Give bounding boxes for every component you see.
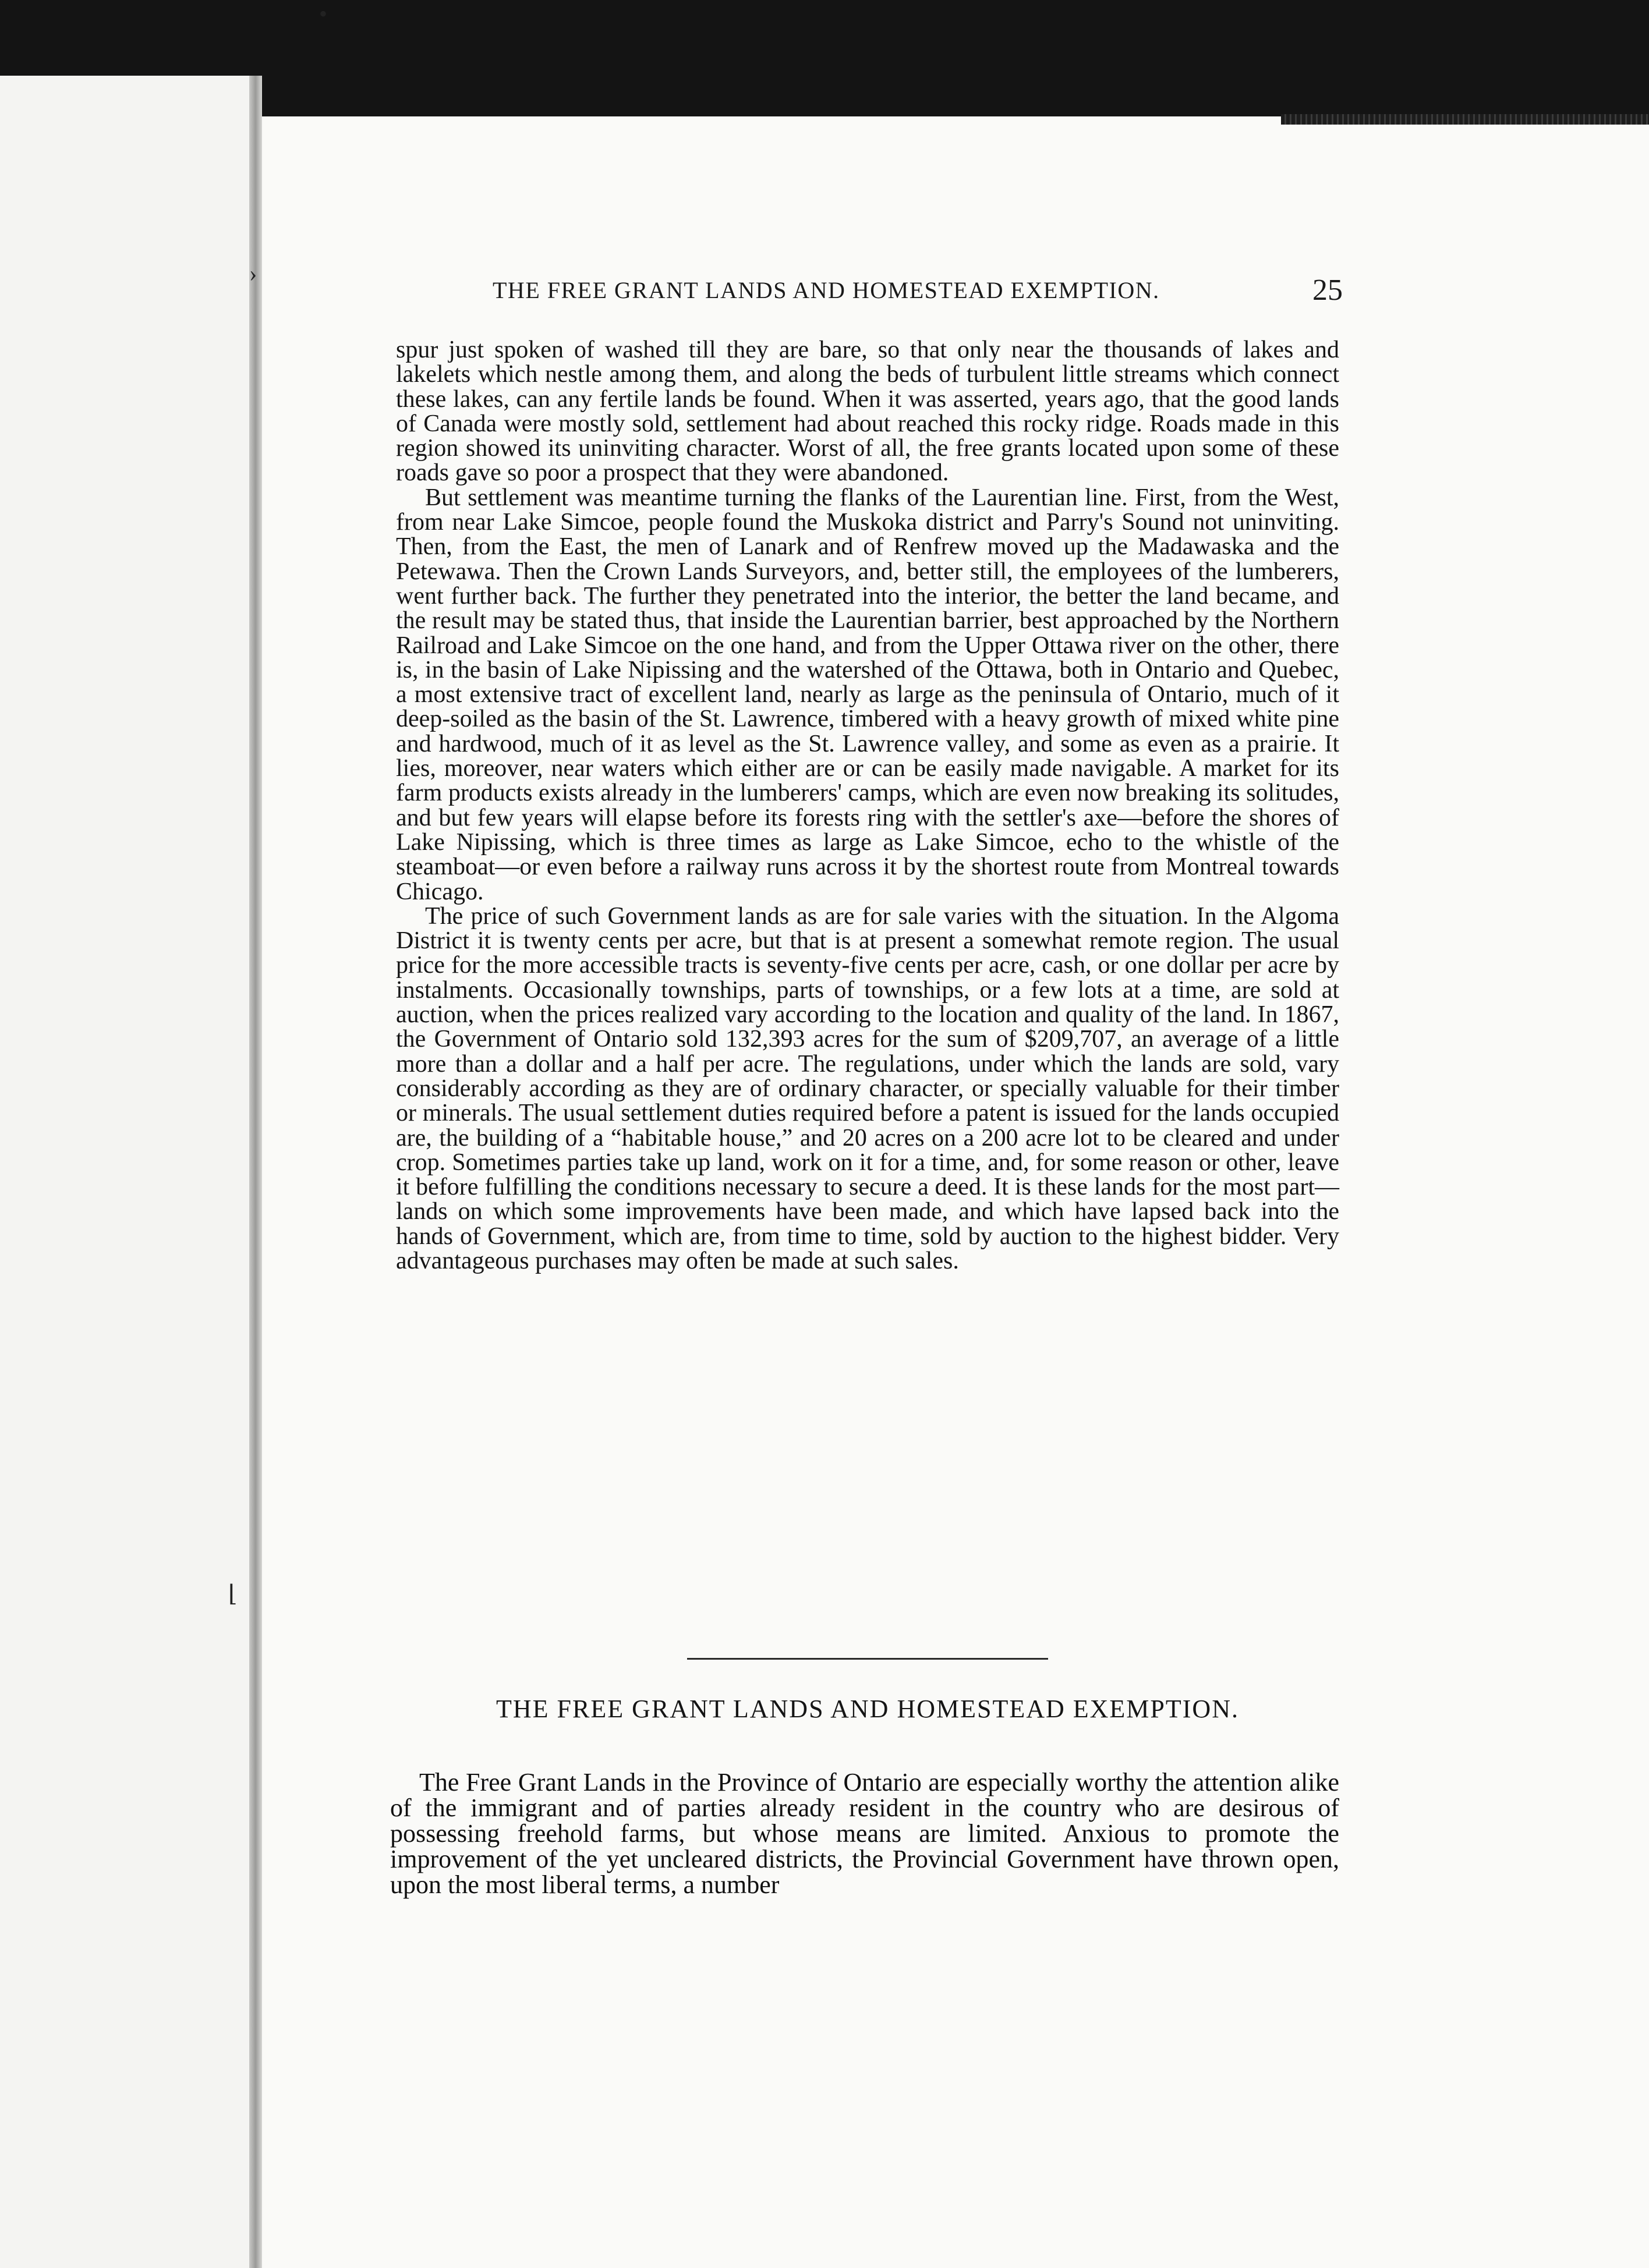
section-paragraph: The Free Grant Lands in the Province of Ontario are especially worthy the attention alike of the immigrant and of parties already resident in the country who are desirous of possessing freehold farms, but whose means are limited. Anxious to promote the improvement of the yet uncleared districts, the Provincial Government have thrown open, upon the most liberal terms, a number	[390, 1768, 1339, 1899]
margin-speck-top: •	[319, 1, 328, 27]
book-gutter	[249, 76, 262, 2268]
page-number: 25	[1312, 274, 1343, 307]
margin-speck-left: ›	[249, 260, 257, 286]
paragraph-3: The price of such Government lands as are for sale varies with the situation. In the Algoma District it is twenty cents per acre, but that is at present a somewhat remote region. The usual price for the more accessible tracts is seventy-five cents per acre, cash, or one dollar per acre by instalments. Occasionally townships, parts of townships, or a few lots at a time, are sold at auction, when the prices realized vary according to the location and quality of the land. In 1867, the Government of Ontario sold 132,393 acres for the sum of $209,707, an average of a little more than a dollar and a half per acre. The regulations, under which the lands are sold, vary considerably according as they are of ordinary character, or specially valuable for their timber or minerals. The usual settlement duties required before a patent is issued for the lands occupied are, the building of a “habitable house,” and 20 acres on a 200 acre lot to be cleared and under crop. Sometimes parties take up land, work on it for a time, and, for some reason or other, leave it before fulfilling the conditions necessary to secure a deed. It is these lands for the most part—lands on which some improvements have been made, and which have lapsed back into the hands of Government, which are, from time to time, sold by auction to the highest bidder. Very advantageous purchases may often be made at such sales.	[396, 902, 1339, 1274]
body-text	[396, 338, 1339, 1273]
section-divider	[687, 1658, 1048, 1660]
running-head	[493, 274, 1343, 313]
facing-page	[0, 76, 249, 2268]
margin-speck-lower: ⌊	[228, 1580, 238, 1607]
paragraph-2: But settlement was meantime turning the flanks of the Laurentian line. First, from the West, from near Lake Simcoe, people found the Muskoka district and Parry's Sound not uninviting. Then, from the East, the men of Lanark and of Renfrew moved up the Madawaska and the Petewawa. Then the Crown Lands Surveyors, and, better still, the employees of the lumberers, went further back. The further they penetrated into the interior, the better the land became, and the result may be stated thus, that inside the Laurentian barrier, best approached by the Northern Railroad and Lake Simcoe on the one hand, and from the Upper Ottawa river on the other, there is, in the basin of Lake Nipissing and the watershed of the Ottawa, both in Ontario and Quebec, a most extensive tract of excellent land, nearly as large as the peninsula of Ontario, much of it deep-soiled as the basin of the St. Lawrence, timbered with a heavy growth of mixed white pine and hardwood, much of it as level as the St. Lawrence valley, and some as even as a prairie. It lies, moreover, near waters which either are or can be easily made navigable. A market for its farm products exists already in the lumberers' camps, which are even now breaking its solitudes, and but few years will elapse before its forests ring with the settler's axe—before the shores of Lake Nipissing, which is three times as large as Lake Simcoe, echo to the whistle of the steamboat—or even before a railway runs across it by the shortest route from Montreal towards Chicago.	[396, 484, 1339, 905]
section-heading: THE FREE GRANT LANDS AND HOMESTEAD EXEMPTION.	[496, 1695, 1239, 1723]
running-head-title: THE FREE GRANT LANDS AND HOMESTEAD EXEMPTION.	[493, 277, 1160, 303]
page-edge-shadow	[1281, 114, 1649, 125]
paragraph-1: spur just spoken of washed till they are bare, so that only near the thousands of lakes and lakelets which nestle among them, and along the beds of turbulent little streams which connect these lakes, can any fertile lands be found. When it was asserted, years ago, that the good lands of Canada were mostly sold, settlement had about reached this rocky ridge. Roads made in this region showed its uninviting character. Worst of all, the free grants located upon some of these roads gave so poor a prospect that they were abandoned.	[396, 336, 1339, 487]
